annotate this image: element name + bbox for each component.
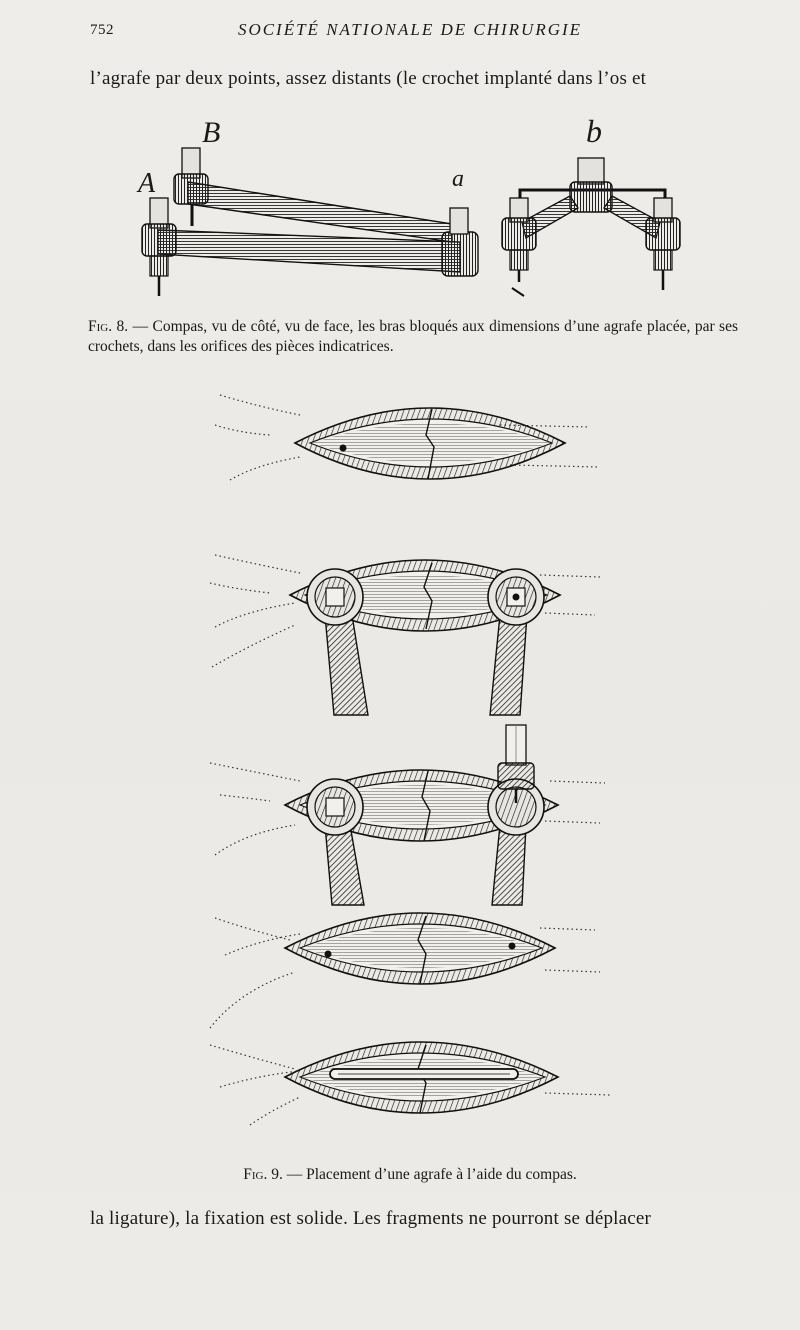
figure-8-number: Fig. 8.: [88, 318, 129, 335]
figure-8-illustration: [130, 112, 710, 302]
label-B: B: [202, 116, 221, 149]
body-text-line-top: l’agrafe par deux points, assez distants (le crochet implanté dans l’os et: [90, 68, 647, 89]
label-a: a: [452, 166, 464, 192]
page-number: 752: [90, 22, 114, 38]
running-title: SOCIÉTÉ NATIONALE DE CHIRURGIE: [237, 20, 583, 39]
body-text-line-bottom: la ligature), la fixation est solide. Les fragments ne pourront se déplacer: [90, 1208, 652, 1229]
figure-9-stage-1: [215, 395, 600, 480]
figure-9-stage-3: [210, 725, 605, 905]
figure-9-caption-text: — Placement d’une agrafe à l’aide du compas.: [282, 1166, 577, 1183]
page-header: [90, 20, 730, 44]
figure-8-caption: [88, 317, 738, 357]
figure-9-number: Fig. 9.: [243, 1166, 283, 1183]
label-b: b: [586, 113, 602, 149]
label-A: A: [138, 168, 156, 199]
figure-9-stage-5: [210, 1042, 610, 1125]
compass-front-view: [502, 158, 680, 296]
figure-9-stage-2: [210, 555, 600, 715]
figure-8-caption-text: — Compas, vu de côté, vu de face, les bras bloqués aux dimensions d’une agrafe placée, par ses crochets, dans les orifices des pièces indicatrices.: [88, 318, 738, 355]
figure-9-illustration: [200, 385, 620, 1145]
compass-side-view: [142, 148, 478, 296]
figure-9-stage-4: [210, 913, 600, 1028]
figure-9-caption: [150, 1165, 670, 1185]
